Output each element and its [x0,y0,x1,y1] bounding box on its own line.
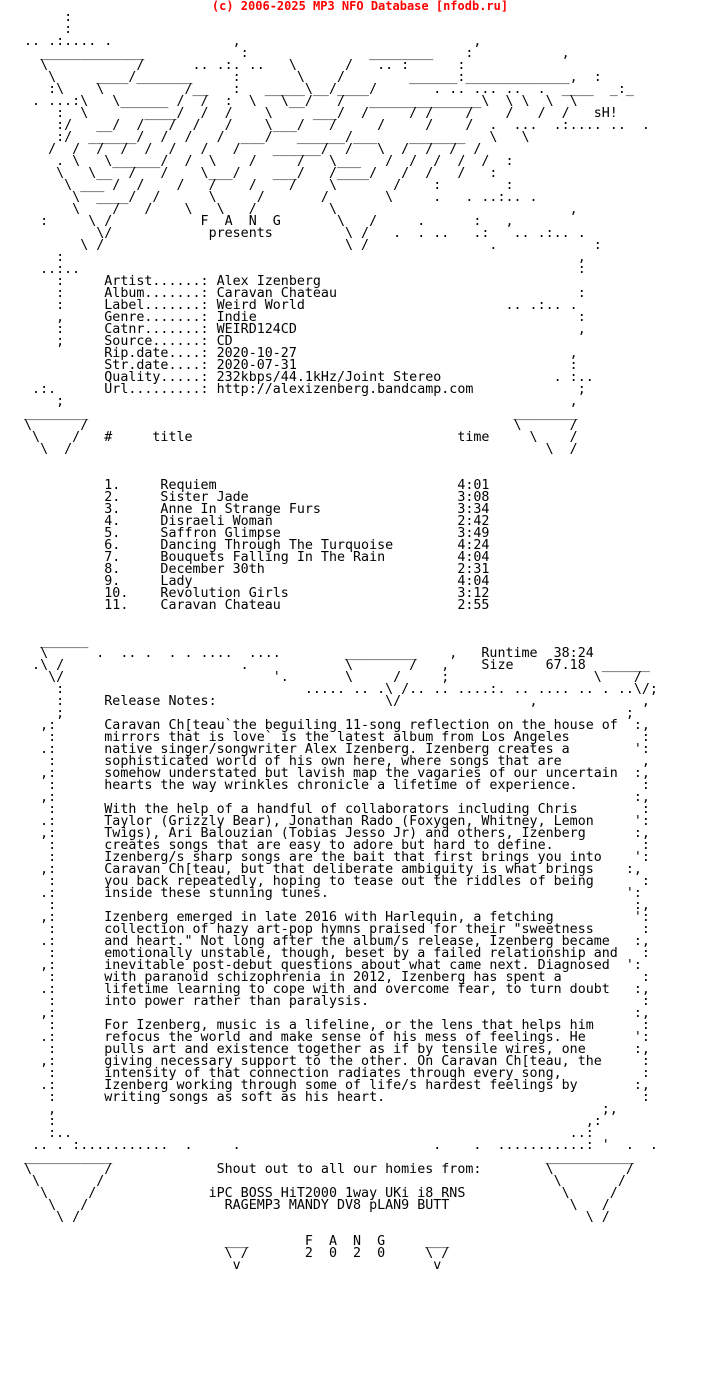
site-header[interactable]: (c) 2006-2025 MP3 NFO Database [nfodb.ru] [211,0,509,13]
nfo-body: : : .. .:.... . , , _____________ : ________ : , \ / .. .:. .. \ / .. : : \ ____/_______ : \ / ______:_____________, : :\ \ /__ : _____\__/____/ . .. ... .. . ____ _:_ . ...:\ \______ / / : \ \__/ / ______________\ \ \ \ \ : \ ____/ / / \ ___/ / / / / / / / sH! :/ __/ / / / / \___/ / / / / . ... .:.... .. . :/ ______/ / / / ___/ ______/___ _______ \ \ / / / / / / / / ______/ / \ / / / / . \ \______/ / \ / / \___ / / / / / : \ \__ / / \___/ ___/ /____/ / / / : \ ___ / / / / / / \ / : : \ ____/ / \ / / \ . . ..:.. . \ / / \ \ / \ , : \ / F A N G \ / . : , \/ presents \ / . . .. .: .. .:.. . \ / \ / . : : , ..:.. : : Artist......: Alex Izenberg : Album.......: Caravan Chateau : : Label.......: Weird World .. .:.. . , Genre.......: Indie : : Catnr.......: WEIRD124CD , ; Source......: CD Rip.date....: 2020-10-27 , Str.date....: 2020-07-31 : Quality.....: 232kbps/44.1kHz/Joint Stereo . :.. .:. Url.........: http://alexizenberg.bandcamp.com ; ; , ________ ________ \ / \ / \ / # title time \ / \ / \ / 1. Requiem 4:01 2. Sister Jade 3:08 3. Anne In Strange Furs 3:34 4. Disraeli Woman 2:42 5. Saffron Glimpse 3:49 6. Dancing Through The Turquoise 4:24 7. Bouquets Falling In The Rain 4:04 8. December 30th 2:31 9. Lady 4:04 10. Revolution Girls 3:12 11. Caravan Chateau 2:55 ______ \ . .. . . . .... .... _________ , Runtime 38:24 .\ / . \ / , Size 67.18 ______ \/ '. \ / ; \ / : ..... .. .\ /.. .. ....:. .. .... .. . ..\/; : Release Notes: \/ , , ; ; ,: Caravan Ch[teau`the beguiling 11-song reflection on the house of :, : mirrors that is love` is the latest album from Los Angeles : .: native singer/songwriter Alex Izenberg. Izenberg creates a ': : sophisticated world of his own here, where songs that are , ,: somehow understated but lavish map the vagaries of our uncertain :, : hearts the way wrinkles chronicle a lifetime of experience. : ,: :, : With the help of a handful of collaborators including Chris : .: Taylor (Grizzly Bear), Jonathan Rado (Foxygen, Whitney, Lemon ': ,: Twigs), Ari Balouzian (Tobias Jesso Jr) and others, Izenberg :, : creates songs that are easy to adore but hard to define. : : Izenberg/s sharp songs are the bait that first brings you into ': ,: Caravan Ch[teau, but that deliberate ambiguity is what brings :, : you back repeatedly, hoping to tease out the riddles of being : .: inside these stunning tunes. ': : :, ,: Izenberg emerged in late 2016 with Harlequin, a fetching ': : collection of hazy art-pop hymns praised for their "sweetness : .: and heart." Not long after the album/s release, Izenberg became :, : emotionally unstable, though, beset by a failed relationship and : ,: inevitable post-debut questions about what came next. Diagnosed ': : with paranoid schizophrenia in 2012, Izenberg has spent a : .: lifetime learning to cope with and overcome fear, to turn doubt :, : into power rather than paralysis. : ,: :, : For Izenberg, music is a lifeline, or the lens that helps him : .: refocus the world and make sense of his mess of feelings. He ': : pulls art and existence together as if by tensile wires, one :, ,: giving necessary support to the other. On Caravan Ch[teau, the : : intensity of that connection radiates through every song, : .: Izenberg working through some of life/s hardest feelings by :, : writing songs as soft as his heart. : , ;, : ,: :.. ..: .. . :........... . . . . ...........: ' . . ___________ ___________ \ / Shout out to all our homies from: \ / \ / \ / \ / iPC BOSS HiT2000 1way UKi i8 RNS \ / \ / RAGEMP3 MANDY DV8 pLAN9 BUTT \ / \ / \ / ___ F A N G ___ \ / 2 0 2 0 \ / v v [24,10,658,1273]
